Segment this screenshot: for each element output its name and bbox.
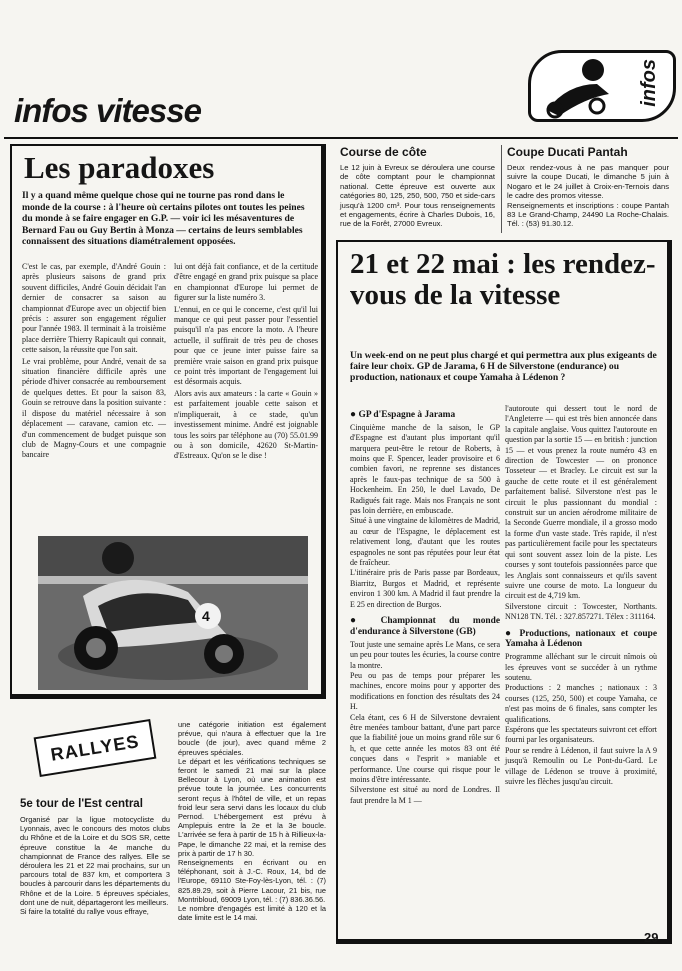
column-divider <box>501 145 502 233</box>
ducati-body: Deux rendez-vous à ne pas manquer pour suivre la coupe Ducati, le dimanche 5 juin à Nogaro et le 24 juillet à Croix-en-Ternois dans le cadre des promos vitesse. Renseignements et inscriptions : coupe Pantah 83 Le Grand-Champ, 24490 La Roche-Chalais. Tél. : (53) 91.30.12. <box>507 163 669 229</box>
paradoxes-column-1 <box>22 262 166 462</box>
racer-photo <box>38 536 308 690</box>
paragraph: C'est le cas, par exemple, d'André Gouin : après plusieurs saisons de grand prix souvent difficiles, André Gouin décidait l'an dernier de consacrer sa saison au championnat d'Europe avec un objectif bien précis : assurer son engagement régulier pour l'année 1983. Il terminait à la troisième place derrière Thierry Rapicault qui connait, cette saison, la réussite que l'on sait. <box>22 262 166 355</box>
paragraph: Le vrai problème, pour André, venait de sa situation financière difficile après une période d'hiver consacrée au remboursement de quelques dettes. Et pour la saison 83, Gouin se retrouve dans la position suivante : il dispose du matériel nécessaire à son déplacement — caravane, camion etc. — d'un commencement de budget puisque son club de Magny-Cours et une compagnie bancaire <box>22 356 166 460</box>
subheading <box>350 616 500 638</box>
paragraph: lui ont déjà fait confiance, et de la certitude d'être engagé en grand prix puisque sa place en championnat d'Europe lui permet de figurer sur la liste numéro 3. <box>174 262 318 303</box>
masthead-rule <box>4 137 678 139</box>
paragraph: l'autoroute qui dessert tout le nord de l'Angleterre — qui est très bien annoncée dans la capitale anglaise. Vous quittez l'autoroute en question par la sortie 15 — en british : junction 15 — et vous prenez la route numéro 43 en direction de Towcester — on prononce Tosseteur — et Bracley. Le circuit est sur la gauche de cette route et il est généralement parfaitement balisé. Silverstone n'est pas le circuit le plus passionnant du mondial : construit sur un ancien aérodrome militaire de la Seconde Guerre mondiale, il a grosso modo la forme d'un vaste stade. Très rapide, il n'est pas particulièrement facile pour les spectateurs qui sont souvent assez loin de la piste. Les courses y sont toutefois passionnées parce que les Anglais sont connaisseurs et qu'ils savent suivre une course de moto. La longueur du circuit est de 4,719 km. Silverstone circuit : Towcester, Northants. NN128 TN. Tél. : 327.857271. Télex : 311164. <box>505 404 657 622</box>
rendez-vous-column-2 <box>505 404 657 788</box>
paradoxes-column-2 <box>174 262 318 463</box>
rendez-vous-lead: Un week-end on ne peut plus chargé et qui permettra aux plus exigeants de faire leur choix. GP de Jarama, 6 H de Silverstone (endurance) ou production, nationaux et coupe Yamaha à Lédenon ? <box>350 350 657 384</box>
course-de-cote-headline: Course de côte <box>340 145 427 159</box>
bike-number: 4 <box>202 608 210 624</box>
subheading-text: GP d'Espagne à Jarama <box>358 410 456 420</box>
page-number: 29 <box>644 930 659 945</box>
rendez-vous-column-1 <box>350 404 500 807</box>
paradoxes-lead: Il y a quand même quelque chose qui ne tourne pas rond dans le monde de la course : à l'heure où certains pilotes ont toutes les peines du monde à se faire engager en G.P. — voir ici les mésaventures de Bernard Fau ou Guy Bertin à Monza — certains de leurs semblables connaissent des situations diamétralement opposées. <box>22 190 305 248</box>
paragraph: Cinquième manche de la saison, le GP d'Espagne est d'autant plus important qu'il marquera peut-être le retour de Roberts, à moins que F. Spencer, leader provisoire et 6 combien favori, ne reprenne ses distances après le faux-pas technique de sa 500 à Hockenheim. En 250, le duel Lavado, De Radigués fait rage. Mais nos Français ne sont pas loin derrière, en embuscade. Situé à une vingtaine de kilomètres de Madrid, au cœur de l'Espagne, le déplacement est relativement long, d'autant que les routes espagnoles ne sont pas réputées pour leur état de fraîcheur. L'itinéraire pris de Paris passe par Bordeaux, Biarritz, Burgos et Madrid, et représente environ 1 300 km. A Madrid il faut prendre la E 25 en direction de Burgos. <box>350 422 500 609</box>
bullet-icon: ● <box>350 409 359 420</box>
rider-logo-icon <box>537 54 627 120</box>
paragraph: Tout juste une semaine après Le Mans, ce sera un peu pour toutes les écuries, la course contre la montre. Peu ou pas de temps pour préparer les machines, encore moins pour y apporter des modifications en fonction des résultats des 24 H. Cela étant, ces 6 H de Silverstone devraient être menées tambour battant, d'une part parce que la fiabilité joue un moins grand rôle sur 6 h, et que cette année les motos 83 ont été conçues dans « l'esprit » maniable et performance. Une course qui risque pour le moins d'être intéressante. Silverstone est situé au nord de Londres. Il faut prendre la M 1 — <box>350 639 500 805</box>
ducati-headline: Coupe Ducati Pantah <box>507 145 628 159</box>
logo-text: infos <box>638 59 660 107</box>
subheading <box>350 410 500 421</box>
rallyes-badge: RALLYES <box>34 719 157 777</box>
course-de-cote-body: Le 12 juin à Evreux se déroulera une course de côte comptant pour le championnat national. Cette épreuve est ouverte aux catégories 80, 125, 250, 500, 750 et side-cars jusqu'à 1200 cm³. Pour tous renseignements et engagements, écrire à Charles Dubois, 16, rue de la Forêt, 27000 Evreux. <box>340 163 495 229</box>
motorcycle-racer-image <box>38 536 308 690</box>
rallyes-column-1: Organisé par la ligue motocycliste du Lyonnais, avec le concours des motos clubs du Rhône et de la Loire et du SOS SR, cette épreuve constitue la 4e manche du championnat de France des rallyes. Elle se déroulera les 21 et 22 mai prochains, sur un parcours total de 837 km, et comportera 3 boucles à parcourir dans les départements du Rhône et de la Loire. 5 épreuves spéciales, dont une de nuit, départageront les meilleurs. Si faire la totalité du rallye vous effraye, <box>20 815 170 917</box>
section-title: infos vitesse <box>14 92 201 129</box>
bullet-icon: ● <box>350 615 381 627</box>
rallyes-column-2: une catégorie initiation est également prévue, qui n'aura à effectuer que la 1re boucle (de jour), avec quand même 2 épreuves spéciales. Le départ et les vérifications techniques se feront le samedi 21 mai sur la place Bellecour à Lyon, où une animation est prévue toute la journée. Les concurrents seront reçus à l'hôtel de ville, et un repas froid leur sera servi dans les locaux du club Pernod. L'hébergement est prévu à Amplepuis entre la 2e et la 3e boucle. L'arrivée se fera à partir de 15 h à Rillieux-la-Pape, le dimanche 22 mai, et la remise des prix à partir de 17 h 30. Renseignements en écrivant ou en téléphonant, soit à J.-C. Roux, 14, bd de l'Europe, 69110 Ste-Foy-lès-Lyon, tél. : (7) 825.89.29, soit à Pierre Lacour, 21 bis, rue Montribloud, 69009 Lyon, tél. : (7) 836.36.56. Le nombre d'engagés est limité à 120 et la date limite est le 14 mai. <box>178 720 326 923</box>
paragraph: Programme alléchant sur le circuit nîmois où les épreuves vont se succéder à un rythme soutenu. Productions : 2 manches ; nationaux : 3 courses (125, 250, 500) et coupe Yamaha, ce n'est pas moins de 6 finales, sans compter les qualifications. Espérons que les spectateurs suivront cet effort fourni par les organisateurs. Pour se rendre à Lédenon, il faut suivre la A 9 jusqu'à Remoulin ou Le Pont-du-Gard. Le village de Lédenon se trouve à proximité, suivre les flèches jusqu'au circuit. <box>505 652 657 786</box>
rallyes-headline: 5e tour de l'Est central <box>20 798 143 810</box>
rendez-vous-headline: 21 et 22 mai : les rendez-vous de la vitesse <box>350 248 656 311</box>
paragraph: L'ennui, en ce qui le concerne, c'est qu'il lui manque ce qui peut passer pour l'essentiel puisqu'il n'a pas encore la moto. A l'heure actuelle, il suffirait de très peu de choses pour que ce jeune inter puisse faire sa première vraie saison en grand prix puisque ce point très important de l'engagement lui est désormais acquis. <box>174 304 318 387</box>
bullet-icon: ● <box>505 627 520 639</box>
magazine-logo <box>528 50 676 122</box>
subheading <box>505 629 657 651</box>
subheading-text: Championnat du monde d'endurance à Silverstone (GB) <box>350 616 500 637</box>
paragraph: Alors avis aux amateurs : la carte « Gouin » est parfaitement jouable cette saison et n'impliquerait, à ce stade, qu'un investissement minime. André est joignable tous les soirs par téléphone au (70) 55.01.99 ou à son domicile, 42620 St-Martin-d'Estreaux. Qu'on se le dise ! <box>174 388 318 461</box>
paradoxes-headline: Les paradoxes <box>24 150 215 185</box>
subheading-text: Productions, nationaux et coupe Yamaha à Lédenon <box>505 628 657 650</box>
